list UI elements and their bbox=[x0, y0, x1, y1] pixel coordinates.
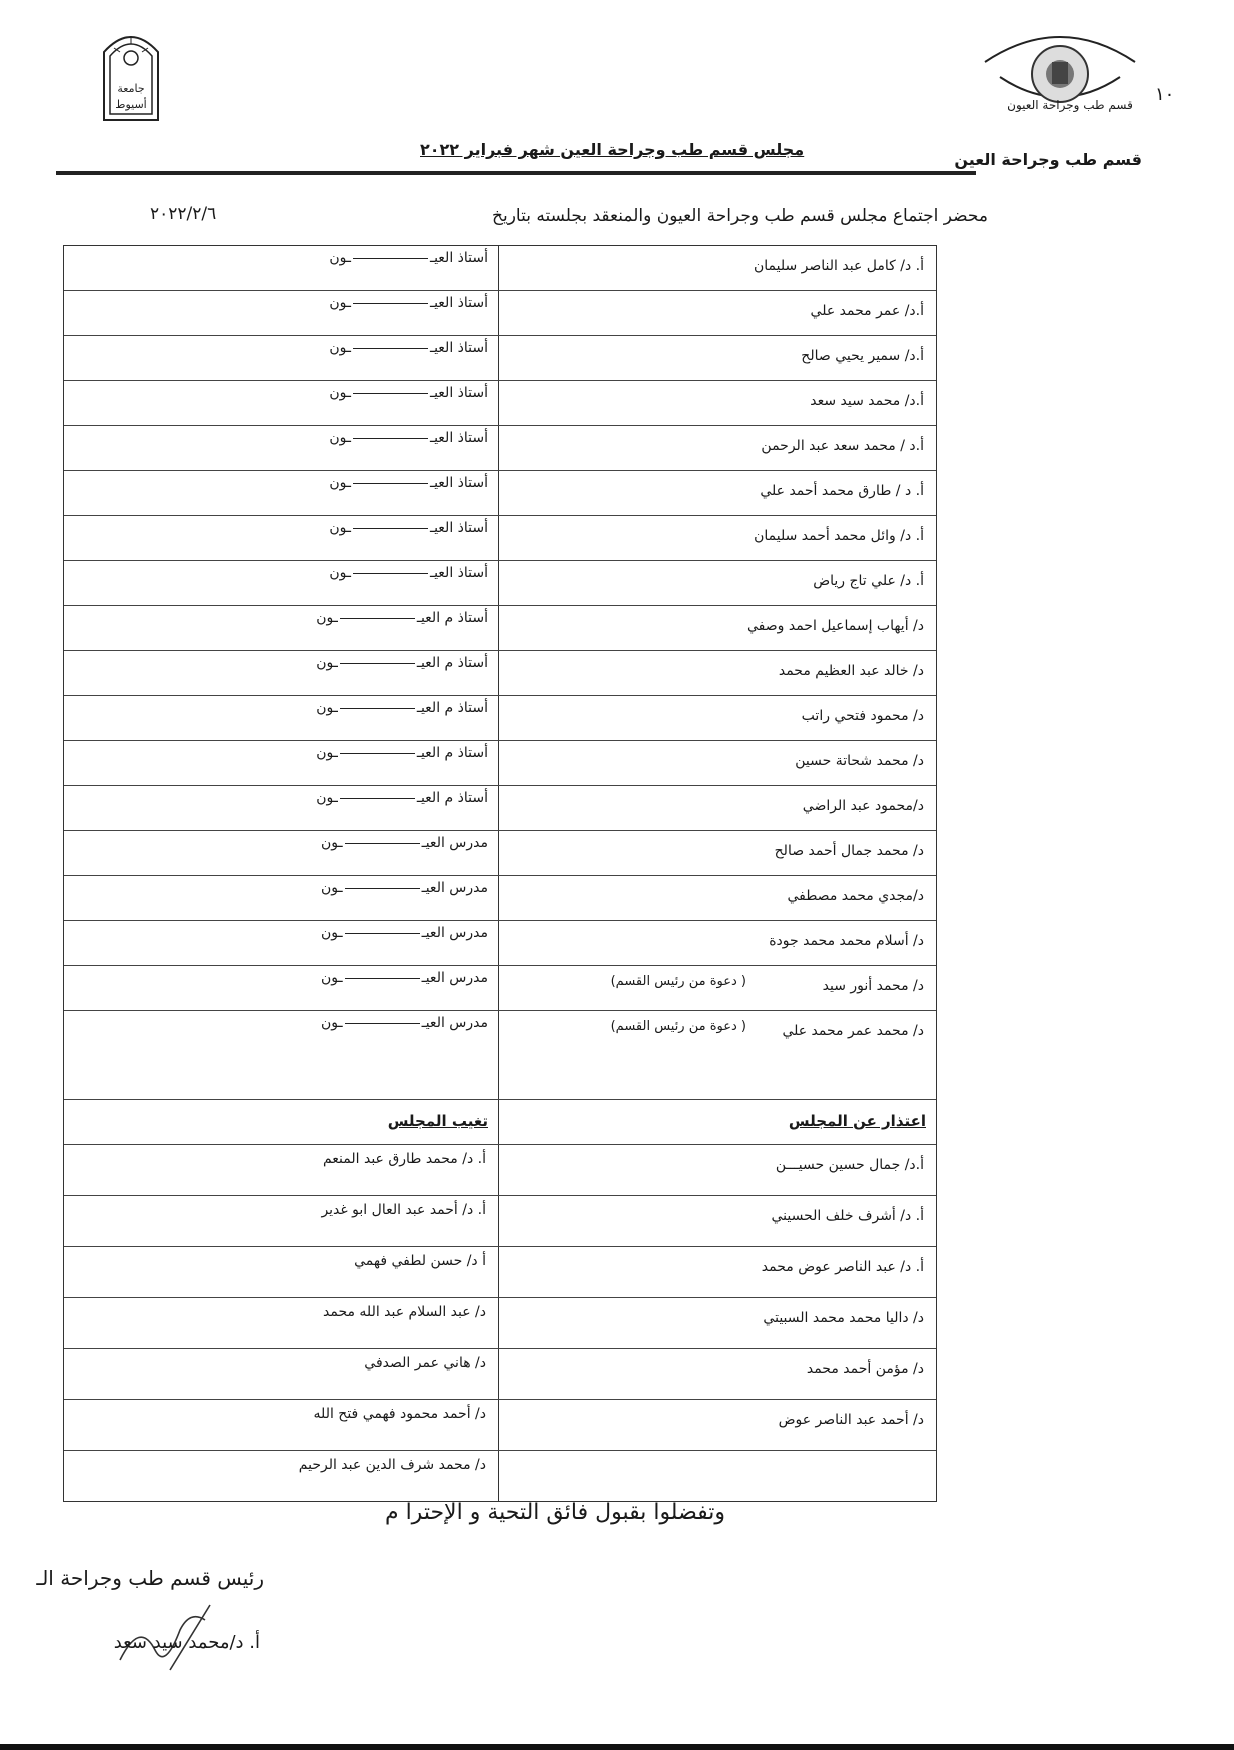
excused-member: أ.د/ جمال حسين حسيـــن bbox=[775, 1157, 924, 1173]
attendee-rank-cell bbox=[64, 516, 498, 560]
excused-member: د/ أحمد عبد الناصر عوض bbox=[778, 1412, 924, 1428]
attendee-rank-cell bbox=[64, 426, 498, 470]
attendee-rank-cell bbox=[64, 741, 498, 785]
rank-dash bbox=[353, 303, 428, 304]
attendee-row bbox=[64, 741, 936, 786]
attendee-rank: مدرس العيــون bbox=[320, 970, 488, 986]
attendee-row bbox=[64, 1011, 936, 1055]
rank-dash bbox=[353, 528, 428, 529]
attendee-name-cell bbox=[498, 921, 936, 965]
attendee-rank-cell bbox=[64, 381, 498, 425]
attendee-rank: أستاذ العيــون bbox=[329, 565, 488, 581]
rank-dash bbox=[345, 843, 420, 844]
attendee-rank: أستاذ العيــون bbox=[329, 430, 488, 446]
absent-member: د/ عبد السلام عبد الله محمد bbox=[323, 1304, 486, 1320]
attendee-name-cell bbox=[498, 741, 936, 785]
rank-dash bbox=[340, 618, 415, 619]
attendee-row bbox=[64, 831, 936, 876]
attendee-rank: أستاذ العيــون bbox=[329, 250, 488, 266]
attendee-row bbox=[64, 696, 936, 741]
absent-heading: تغيب المجلس bbox=[387, 1112, 488, 1130]
attendee-row bbox=[64, 381, 936, 426]
attendee-name: د/ محمود فتحي راتب bbox=[801, 708, 924, 724]
attendee-row bbox=[64, 291, 936, 336]
absence-row bbox=[64, 1145, 936, 1196]
attendee-row bbox=[64, 651, 936, 696]
svg-text:جامعة: جامعة bbox=[117, 82, 145, 95]
attendee-name: أ.د / محمد سعد عبد الرحمن bbox=[761, 438, 924, 454]
attendee-row bbox=[64, 246, 936, 291]
rank-dash bbox=[353, 483, 428, 484]
attendee-name: د/ خالد عبد العظيم محمد bbox=[778, 663, 924, 679]
absent-member: د/ محمد شرف الدين عبد الرحيم bbox=[298, 1457, 486, 1473]
rank-dash bbox=[340, 663, 415, 664]
absence-row bbox=[64, 1298, 936, 1349]
attendee-rank: أستاذ م العيــون bbox=[316, 745, 488, 761]
rank-dash bbox=[353, 258, 428, 259]
attendee-row bbox=[64, 606, 936, 651]
attendee-rank: أستاذ العيــون bbox=[329, 385, 488, 401]
attendee-rank-cell bbox=[64, 336, 498, 380]
absence-row bbox=[64, 1349, 936, 1400]
attendee-row bbox=[64, 966, 936, 1011]
invitation-note: ( دعوة من رئيس القسم) bbox=[610, 1019, 746, 1034]
eye-logo-caption: قسم طب وجراحة العيون bbox=[1007, 98, 1133, 112]
attendee-name-cell bbox=[498, 651, 936, 695]
absence-row bbox=[64, 1400, 936, 1451]
rank-dash bbox=[345, 888, 420, 889]
attendee-rank-cell bbox=[64, 696, 498, 740]
attendee-row bbox=[64, 561, 936, 606]
attendee-rank: أستاذ العيــون bbox=[329, 295, 488, 311]
attendee-name-cell bbox=[498, 246, 936, 290]
attendee-name: أ. د/ علي تاج رياض bbox=[813, 573, 924, 589]
absence-row bbox=[64, 1247, 936, 1298]
excused-heading: اعتذار عن المجلس bbox=[788, 1112, 926, 1130]
attendee-name-cell bbox=[498, 606, 936, 650]
excused-member: د/ مؤمن أحمد محمد bbox=[806, 1361, 924, 1377]
council-title: مجلس قسم طب وجراحة العين شهر فبراير ٢٠٢٢ bbox=[420, 140, 805, 159]
excused-member: أ. د/ أشرف خلف الحسيني bbox=[771, 1208, 924, 1224]
chair-name: أ. د/محمد سيد سعد bbox=[113, 1632, 260, 1653]
attendance-table bbox=[63, 245, 937, 1502]
absent-member: أ. د/ محمد طارق عبد المنعم bbox=[322, 1151, 486, 1167]
attendee-rank-cell bbox=[64, 1011, 498, 1055]
attendee-rank-cell bbox=[64, 651, 498, 695]
attendee-rank: أستاذ م العيــون bbox=[316, 700, 488, 716]
attendee-name: د/ محمد شحاتة حسين bbox=[795, 753, 924, 769]
attendee-rank-cell bbox=[64, 876, 498, 920]
attendee-name-cell bbox=[498, 831, 936, 875]
attendee-rank: أستاذ العيــون bbox=[329, 340, 488, 356]
rank-dash bbox=[353, 573, 428, 574]
attendee-row bbox=[64, 471, 936, 516]
attendee-rank: أستاذ م العيــون bbox=[316, 790, 488, 806]
attendee-name-cell bbox=[498, 336, 936, 380]
attendee-row bbox=[64, 516, 936, 561]
attendee-name: أ.د/ محمد سيد سعد bbox=[810, 393, 924, 409]
absent-member: د/ هاني عمر الصدفي bbox=[364, 1355, 486, 1371]
rank-dash bbox=[353, 348, 428, 349]
absence-row bbox=[64, 1196, 936, 1247]
attendee-rank-cell bbox=[64, 921, 498, 965]
absent-member: أ د/ حسن لطفي فهمي bbox=[354, 1253, 486, 1269]
attendee-name-cell bbox=[498, 966, 936, 1010]
attendee-rank: أستاذ م العيــون bbox=[316, 610, 488, 626]
attendee-rank: مدرس العيــون bbox=[320, 880, 488, 896]
page-number: ١٠ bbox=[1155, 84, 1175, 105]
rank-dash bbox=[340, 798, 415, 799]
attendee-rank-cell bbox=[64, 246, 498, 290]
attendee-name-cell bbox=[498, 1011, 936, 1055]
attendee-name: د/ محمد جمال أحمد صالح bbox=[774, 843, 924, 859]
rank-dash bbox=[353, 438, 428, 439]
invitation-note: ( دعوة من رئيس القسم) bbox=[610, 974, 746, 989]
attendee-rank-cell bbox=[64, 561, 498, 605]
attendee-name: أ. د / طارق محمد أحمد علي bbox=[760, 483, 924, 499]
attendee-rank-cell bbox=[64, 606, 498, 650]
table-row-section-headings bbox=[64, 1100, 936, 1145]
attendee-name-cell bbox=[498, 471, 936, 515]
attendee-name: د/ أيهاب إسماعيل احمد وصفي bbox=[747, 618, 924, 634]
attendee-rank: أستاذ م العيــون bbox=[316, 655, 488, 671]
attendee-row bbox=[64, 921, 936, 966]
attendee-row bbox=[64, 876, 936, 921]
minutes-line: محضر اجتماع مجلس قسم طب وجراحة العيون والمنعقد بجلسته بتاريخ bbox=[492, 206, 988, 226]
attendee-rank-cell bbox=[64, 966, 498, 1010]
rank-dash bbox=[345, 933, 420, 934]
attendee-rank-cell bbox=[64, 831, 498, 875]
department-header: قسم طب وجراحة العين bbox=[954, 150, 1142, 169]
absent-member: د/ أحمد محمود فهمي فتح الله bbox=[313, 1406, 486, 1422]
attendee-row bbox=[64, 336, 936, 381]
minutes-date: ٢٠٢٢/٢/٦ bbox=[150, 204, 217, 224]
rank-dash bbox=[340, 753, 415, 754]
table-row-blank bbox=[64, 1055, 936, 1100]
attendee-name: أ.د/ سمير يحيي صالح bbox=[801, 348, 924, 364]
svg-text:أسيوط: أسيوط bbox=[115, 98, 147, 111]
attendee-name-cell bbox=[498, 426, 936, 470]
attendee-rank: مدرس العيــون bbox=[320, 925, 488, 941]
attendee-name-cell bbox=[498, 786, 936, 830]
attendee-rank-cell bbox=[64, 786, 498, 830]
excused-member: أ. د/ عبد الناصر عوض محمد bbox=[761, 1259, 924, 1275]
attendee-name: د/ محمد عمر محمد علي bbox=[782, 1023, 924, 1039]
rank-dash bbox=[340, 708, 415, 709]
rank-dash bbox=[345, 978, 420, 979]
bottom-border bbox=[0, 1744, 1234, 1750]
absence-row bbox=[64, 1451, 936, 1501]
attendee-row bbox=[64, 426, 936, 471]
attendee-rank: مدرس العيــون bbox=[320, 835, 488, 851]
attendee-name: أ. د/ كامل عبد الناصر سليمان bbox=[754, 258, 924, 274]
attendee-name-cell bbox=[498, 561, 936, 605]
attendee-name: أ.د/ عمر محمد علي bbox=[810, 303, 924, 319]
attendee-name-cell bbox=[498, 291, 936, 335]
attendee-name: أ. د/ وائل محمد أحمد سليمان bbox=[754, 528, 924, 544]
chair-title: رئيس قسم طب وجراحة الـ bbox=[36, 1566, 264, 1590]
attendee-rank: أستاذ العيــون bbox=[329, 520, 488, 536]
attendee-name: د/مجدي محمد مصطفي bbox=[787, 888, 924, 904]
attendee-name-cell bbox=[498, 876, 936, 920]
attendee-rank-cell bbox=[64, 291, 498, 335]
university-logo-icon bbox=[100, 22, 162, 122]
attendee-rank: مدرس العيــون bbox=[320, 1015, 488, 1031]
attendee-row bbox=[64, 786, 936, 831]
attendee-name: د/ أسلام محمد محمد جودة bbox=[769, 933, 924, 949]
attendee-name-cell bbox=[498, 516, 936, 560]
attendee-name-cell bbox=[498, 696, 936, 740]
attendee-name: د/محمود عبد الراضي bbox=[802, 798, 924, 814]
rank-dash bbox=[345, 1023, 420, 1024]
attendee-name: د/ محمد أنور سيد bbox=[822, 978, 924, 994]
header-divider bbox=[56, 171, 976, 175]
excused-member: د/ داليا محمد محمد السبيتي bbox=[763, 1310, 924, 1326]
closing-line: وتفضلوا بقبول فائق التحية و الإحترا م bbox=[384, 1500, 726, 1525]
attendee-rank: أستاذ العيــون bbox=[329, 475, 488, 491]
attendee-name-cell bbox=[498, 381, 936, 425]
rank-dash bbox=[353, 393, 428, 394]
absent-member: أ. د/ أحمد عبد العال ابو غدير bbox=[321, 1202, 486, 1218]
attendee-rank-cell bbox=[64, 471, 498, 515]
